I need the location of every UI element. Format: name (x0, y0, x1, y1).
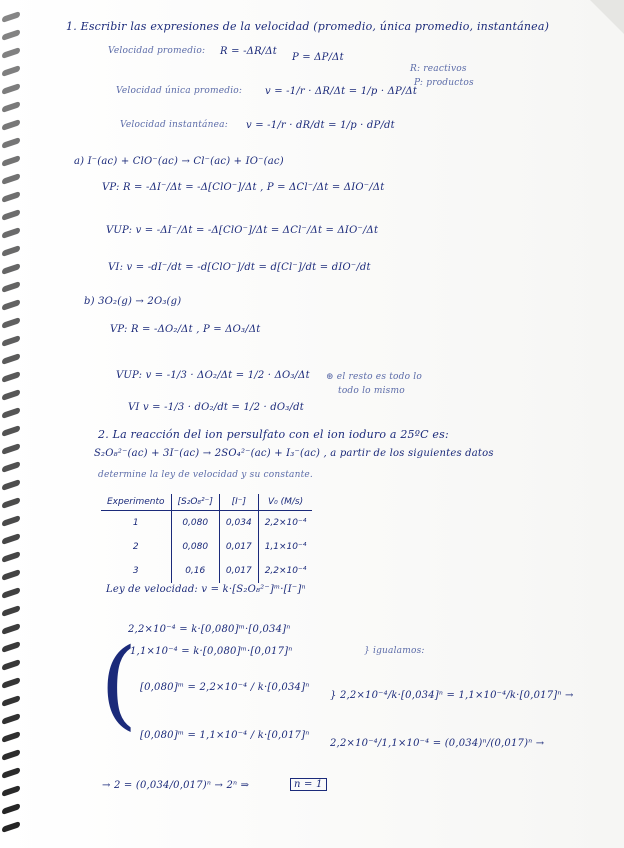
part-b-vup: VUP: v = -1/3 · ΔO₂/Δt = 1/2 · ΔO₃/Δt (116, 370, 310, 381)
question-2-title: 2. La reacción del ion persulfato con el ion ioduro a 25ºC es: (98, 428, 449, 441)
rate-law: Ley de velocidad: v = k·[S₂O₈²⁻]ᵐ·[I⁻]ⁿ (106, 584, 306, 595)
table-row (101, 535, 312, 559)
header-v0: V₀ (M/s) (258, 494, 312, 511)
spiral-ring (2, 533, 20, 545)
spiral-ring (2, 659, 20, 671)
spiral-ring (2, 587, 20, 599)
spiral-ring (2, 191, 20, 203)
spiral-ring (2, 605, 20, 617)
spiral-ring (2, 137, 20, 149)
spiral-ring (2, 695, 20, 707)
spiral-ring (2, 767, 20, 779)
spiral-ring (2, 731, 20, 743)
spiral-ring (2, 821, 20, 833)
spiral-ring (2, 299, 20, 311)
spiral-ring (2, 281, 20, 293)
unique-avg-label: Velocidad única promedio: (116, 86, 243, 96)
spiral-ring (2, 677, 20, 689)
spiral-ring (2, 461, 20, 473)
table-row (101, 559, 312, 583)
solution-eq-1: 2,2×10⁻⁴ = k·[0,080]ᵐ·[0,034]ⁿ (128, 624, 291, 635)
table-cell: 0,017 (219, 559, 258, 583)
header-experimento: Experimento (101, 494, 171, 511)
part-b-note-2: todo lo mismo (338, 386, 405, 396)
spiral-ring (2, 335, 20, 347)
spiral-ring (2, 29, 20, 41)
part-a-vi: VI: v = -dI⁻/dt = -d[ClO⁻]/dt = d[Cl⁻]/dt = dIO⁻/dt (108, 262, 371, 273)
part-a-vp: VP: R = -ΔI⁻/Δt = -Δ[ClO⁻]/Δt , P = ΔCl⁻/Δt = ΔIO⁻/Δt (102, 182, 385, 193)
solution-eq-4: [0,080]ᵐ = 1,1×10⁻⁴ / k·[0,017]ⁿ (140, 730, 310, 741)
avg-rate-eq-p: P = ΔP/Δt (292, 52, 344, 63)
unique-avg-eq: v = -1/r · ΔR/Δt = 1/p · ΔP/Δt (265, 86, 418, 97)
solution-final-eq: → 2 = (0,034/0,017)ⁿ → 2ⁿ ⇒ (102, 780, 250, 791)
solution-eq-4-right: 2,2×10⁻⁴/1,1×10⁻⁴ = (0,034)ⁿ/(0,017)ⁿ → (330, 738, 545, 749)
avg-rate-label: Velocidad promedio: (108, 46, 206, 56)
table-cell: 0,16 (171, 559, 219, 583)
spiral-ring (2, 317, 20, 329)
spiral-ring (2, 101, 20, 113)
solution-eq-3-right: } 2,2×10⁻⁴/k·[0,034]ⁿ = 1,1×10⁻⁴/k·[0,017]ⁿ → (330, 690, 574, 701)
note-r-reactivos: R: reactivos (410, 64, 467, 74)
table-cell: 2,2×10⁻⁴ (258, 511, 312, 536)
header-s2o8: [S₂O₈²⁻] (171, 494, 219, 511)
part-a-vup: VUP: v = -ΔI⁻/Δt = -Δ[ClO⁻]/Δt = ΔCl⁻/Δt = ΔIO⁻/Δt (106, 225, 379, 236)
table-header-row (101, 494, 312, 511)
solution-eq-2: 1,1×10⁻⁴ = k·[0,080]ᵐ·[0,017]ⁿ (130, 646, 293, 657)
table-cell: 1,1×10⁻⁴ (258, 535, 312, 559)
instant-rate-eq: v = -1/r · dR/dt = 1/p · dP/dt (246, 120, 395, 131)
left-brace: ( (100, 628, 138, 740)
spiral-ring (2, 119, 20, 131)
header-iodide: [I⁻] (219, 494, 258, 511)
table-cell: 0,017 (219, 535, 258, 559)
spiral-ring (2, 173, 20, 185)
experiment-table (101, 494, 312, 583)
table-cell: 2,2×10⁻⁴ (258, 559, 312, 583)
spiral-ring (2, 263, 20, 275)
spiral-ring (2, 515, 20, 527)
part-b-reaction: b) 3O₂(g) → 2O₃(g) (84, 296, 182, 307)
spiral-ring (2, 443, 20, 455)
spiral-binding (0, 0, 26, 848)
question-2-reaction: S₂O₈²⁻(ac) + 3I⁻(ac) → 2SO₄²⁻(ac) + I₃⁻(ac) , a partir de los siguientes datos (94, 448, 494, 459)
question-1-title: 1. Escribir las expresiones de la velocidad (promedio, única promedio, instantánea) (66, 20, 550, 33)
question-2-instruction: determine la ley de velocidad y su constante. (98, 470, 313, 480)
spiral-ring (2, 65, 20, 77)
solution-igualamos: } igualamos: (364, 646, 425, 656)
spiral-ring (2, 227, 20, 239)
spiral-ring (2, 623, 20, 635)
table-row (101, 511, 312, 536)
table-cell: 0,034 (219, 511, 258, 536)
table-cell: 0,080 (171, 535, 219, 559)
spiral-ring (2, 407, 20, 419)
spiral-ring (2, 785, 20, 797)
spiral-ring (2, 569, 20, 581)
folded-corner (590, 0, 624, 34)
avg-rate-eq-r: R = -ΔR/Δt (220, 46, 278, 57)
solution-eq-3: [0,080]ᵐ = 2,2×10⁻⁴ / k·[0,034]ⁿ (140, 682, 310, 693)
spiral-ring (2, 47, 20, 59)
part-b-vi: VI v = -1/3 · dO₂/dt = 1/2 · dO₃/dt (128, 402, 304, 413)
instant-rate-label: Velocidad instantánea: (120, 120, 228, 130)
spiral-ring (2, 749, 20, 761)
spiral-ring (2, 371, 20, 383)
note-p-productos: P: productos (414, 78, 474, 88)
spiral-ring (2, 83, 20, 95)
spiral-ring (2, 479, 20, 491)
spiral-ring (2, 389, 20, 401)
final-answer-box: n = 1 (290, 778, 327, 791)
part-b-note-1: ⊛ el resto es todo lo (326, 372, 422, 382)
spiral-ring (2, 245, 20, 257)
spiral-ring (2, 713, 20, 725)
spiral-ring (2, 209, 20, 221)
spiral-ring (2, 641, 20, 653)
part-b-vp: VP: R = -ΔO₂/Δt , P = ΔO₃/Δt (110, 324, 261, 335)
table-cell: 1 (132, 518, 139, 528)
table-cell: 0,080 (171, 511, 219, 536)
spiral-ring (2, 425, 20, 437)
spiral-ring (2, 155, 20, 167)
spiral-ring (2, 551, 20, 563)
spiral-ring (2, 353, 20, 365)
spiral-ring (2, 803, 20, 815)
part-a-reaction: a) I⁻(ac) + ClO⁻(ac) → Cl⁻(ac) + IO⁻(ac) (74, 156, 284, 167)
spiral-ring (2, 497, 20, 509)
table-cell: 3 (132, 566, 139, 576)
spiral-ring (2, 11, 20, 23)
table-cell: 2 (132, 542, 139, 552)
